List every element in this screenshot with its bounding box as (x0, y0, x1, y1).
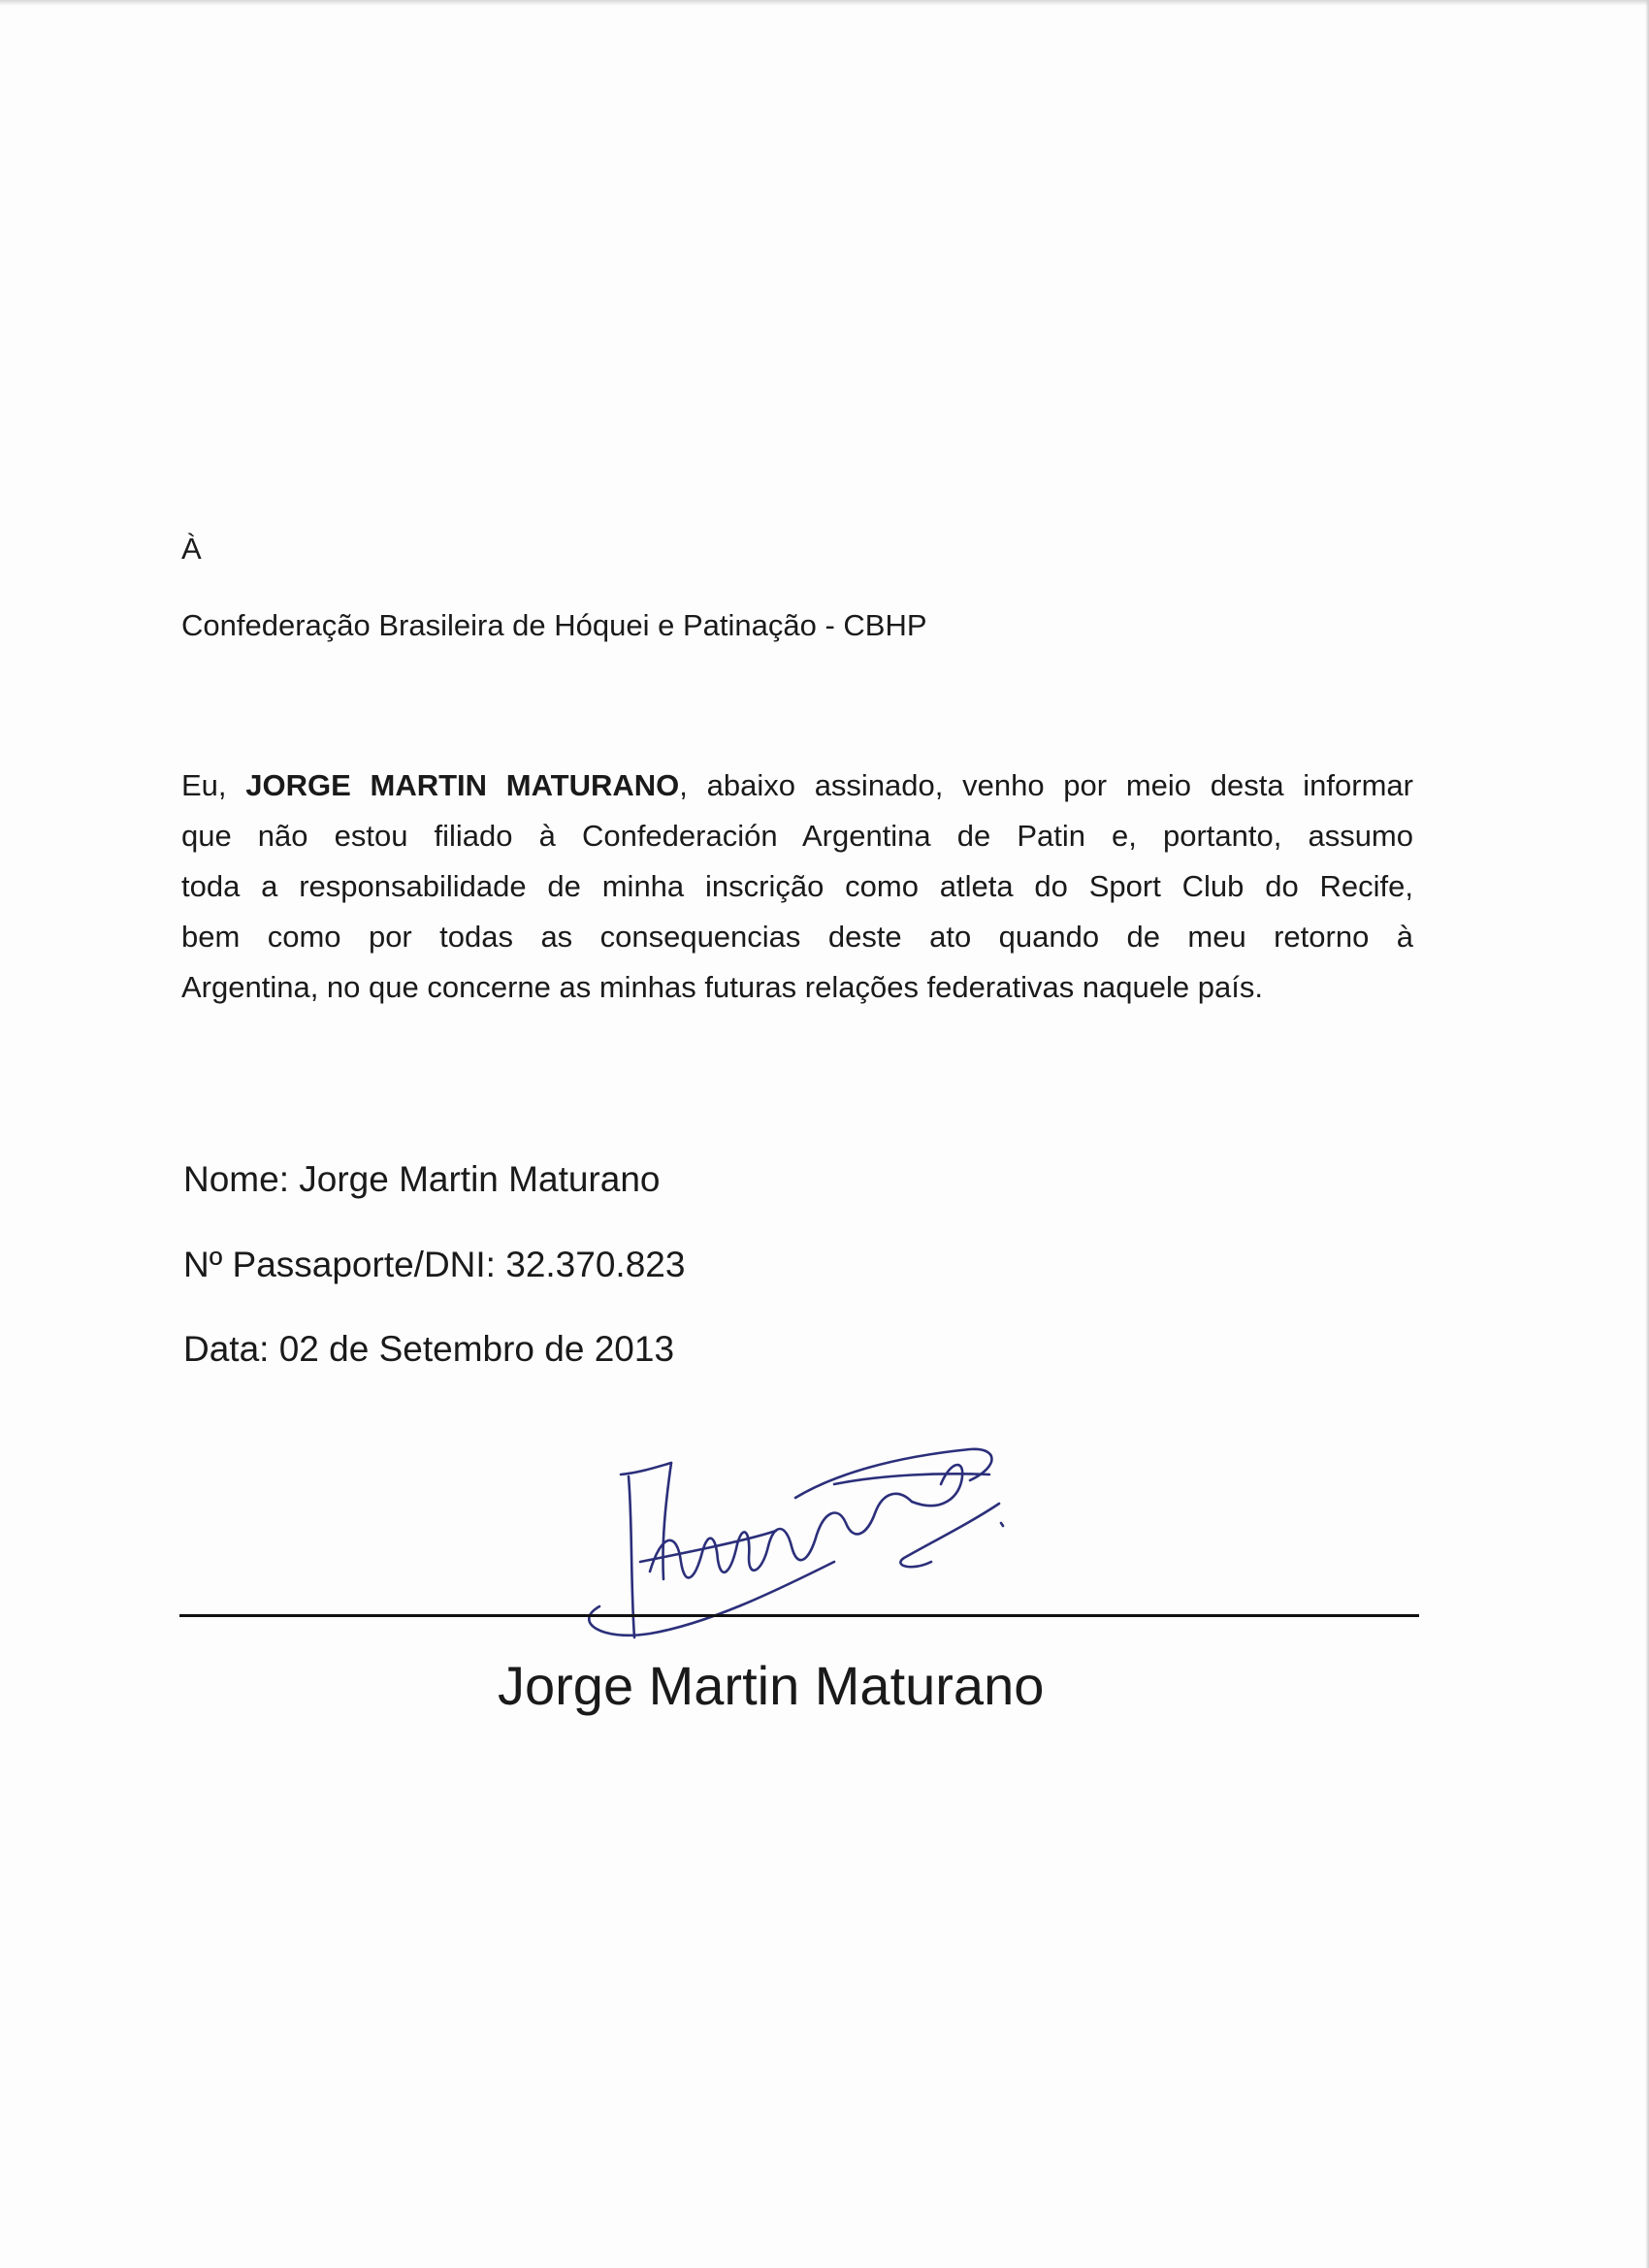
handwritten-signature (543, 1416, 1048, 1659)
signature-stroke (900, 1504, 999, 1567)
name-field: Nome: Jorge Martin Maturano (183, 1159, 661, 1199)
scan-edge-right (1645, 0, 1649, 2268)
signature-stroke (834, 1474, 989, 1484)
signature-stroke (912, 1465, 962, 1506)
signature-stroke (1001, 1523, 1003, 1526)
declarant-name: JORGE MARTIN MATURANO (245, 768, 680, 802)
date-field: Data: 02 de Setembro de 2013 (183, 1329, 675, 1369)
body-line-4: bem como por todas as consequencias deste ato quando de meu retorno à (181, 920, 1413, 954)
scan-edge-top (0, 0, 1649, 6)
printed-signatory-name: Jorge Martin Maturano (498, 1655, 1045, 1716)
letter-body (181, 761, 1413, 1013)
body-line-5: Argentina, no que concerne as minhas futuras relações federativas naquele país. (181, 970, 1263, 1004)
body-line-2: que não estou filiado à Confederación Argentina de Patin e, portanto, assumo (181, 819, 1413, 853)
signature-stroke (663, 1463, 671, 1579)
signature-stroke (589, 1562, 834, 1636)
passport-field: Nº Passaporte/DNI: 32.370.823 (183, 1245, 686, 1284)
body-line-1-prefix: Eu, (181, 768, 246, 802)
body-line-1 (181, 761, 1413, 811)
recipient-line: Confederação Brasileira de Hóquei e Patinação - CBHP (181, 608, 927, 642)
body-line-1-rest: , abaixo assinado, venho por meio desta informar (679, 768, 1413, 802)
signature-line (179, 1614, 1419, 1617)
signature-stroke (621, 1463, 671, 1474)
salutation: À (181, 532, 202, 566)
signature-stroke (650, 1494, 912, 1578)
body-line-3: toda a responsabilidade de minha inscrição como atleta do Sport Club do Recife, (181, 869, 1413, 903)
